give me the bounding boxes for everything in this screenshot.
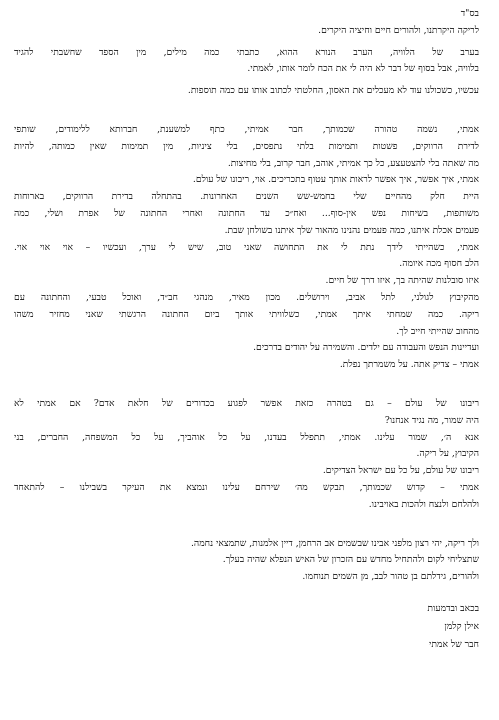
bsd-header: בס"ד xyxy=(460,8,479,19)
body-line: מהחוב שהייתי חייב לך. xyxy=(396,325,479,337)
signature-block xyxy=(14,600,479,654)
body-line: אמתי, איך אפשר, איך אפשר לראות אותך עטוף בתכריכים. אוי, ריבונו של עולם. xyxy=(192,174,479,186)
signature-title: חבר של אמתי xyxy=(429,638,479,650)
intro-line-2: עכשיו, כשכולנו עוד לא מעכלים את האסון, החלטתי לכתוב אותו עם כמה תוספות. xyxy=(187,85,479,97)
prayer-line: אמתי – קדוש שכמותך, תבקש מה׳ שירחם עלינו ונמצא את העיקר בשבילנו – להתאחד xyxy=(14,481,479,493)
signature-sentiment: בכאב ובדמעות xyxy=(427,602,479,614)
body-line: מה שאתה בלי להצטעצע, כל כך אמיתי, אוהב, חבר קרוב, בלי מחיצות. xyxy=(227,157,479,169)
prayer-line: ריבונו של עולם – גם בטהרה כזאת אפשר לפגוע בכדורים של חלאת אדם? אם אמתי לא xyxy=(14,397,479,409)
intro-line: בלוויה, אבל בסוף של דבר לא היה לי את הכח לומר אותו, לאמתי. xyxy=(247,63,479,75)
body-line: פעמים אכלת איתנו, כמה פעמים נהנינו מהאור שלך איתנו בשולחן שבת. xyxy=(224,224,479,236)
prayer-line: אנא ה׳, שמור עלינו. אמתי, תתפלל בעדנו, על כל אוהביך, על כל המשפחה, החברים, בני xyxy=(14,431,479,443)
body-line: אמתי, כשהייתי לידך נתת לי את התחושה שאני טוב, שיש לי ערך, ועכשיו – אוי אוי אוי. xyxy=(14,241,479,253)
greeting: לריקה היקרתנו, ולהורים חיים וחיציה היקרים. xyxy=(318,24,479,36)
signature-name: אילן קלמן xyxy=(444,620,479,632)
body-line: מהקיבוץ לגולני, לתל אביב, וירושלים. מכון מאיר, מנהגי חב״ד, ואוכל טבעי, והחתונה עם xyxy=(14,291,479,303)
body-line: איזו סובלנות שהיתה בך, איזו דרך של חיים. xyxy=(325,275,479,287)
body-line: משותפות, בשיחות נפש אין-סוף... ואח״כ עד החתונה ואחרי החתונה של אפרת ושלי, כמה xyxy=(14,207,479,219)
body-line: לדירת הרווקים, פשטות ותמימות בלתי נתפסים, בלי ציניות, מין תמימות שאין כמותה, להיות xyxy=(14,140,479,152)
prayer-line: ולהלחם ולנצח ולהכות באויבינו. xyxy=(368,498,479,510)
body-line: היית חלק מהחיים שלי בחמש-שש השנים האחרונות. בהתחלה בדירת הרווקים, בארוחות xyxy=(14,191,479,203)
closing-line: ולך ריקה, יהי רצון מלפני אבינו שבשמים אב הרחמן, דיין אלמנות, שתמצאי נחמה. xyxy=(191,537,479,549)
closing-line: שתצליחי לקום ולהתחיל מחדש עם הזכרון של האיש הנפלא שהיה בעלך. xyxy=(222,554,479,566)
prayer-line: הקיבוץ, על ריקה. xyxy=(416,448,479,460)
body-line: אמתי, נשמה טהורה שכמותך, חבר אמיתי, כתף למשענת, חברותא ללימודים, שותפי xyxy=(14,123,479,135)
body-line: הלב חסוף מכה איומה. xyxy=(399,258,479,270)
intro-line: בערב של הלוויה, הערב הנורא ההוא, כתבתי כמה מילים, מין הספד שחשבתי להגיד xyxy=(14,46,479,58)
body-line: ועדיינות הנפש והעבודה עם ילדים. והשמירה על יהודים בדרכים. xyxy=(253,342,479,354)
body-line: אמתי – צדיק אתה. על משמרתך נפלת. xyxy=(339,359,479,371)
body-line: ריקה. כמה שמחתי איתך אמתי, כשלוויתי אותך ביום החתונה הרגשתי שאני מחזיר משהו xyxy=(14,308,479,320)
closing-line: ולהורים, גידלתם בן טהור לבב, מן השמים תנוחמו. xyxy=(302,571,479,583)
prayer-line: ריבונו של עולם, על כל עם ישראל הצדיקים. xyxy=(322,465,479,477)
prayer-line: היה שמור, מה נגיד אנחנו? xyxy=(384,414,479,426)
